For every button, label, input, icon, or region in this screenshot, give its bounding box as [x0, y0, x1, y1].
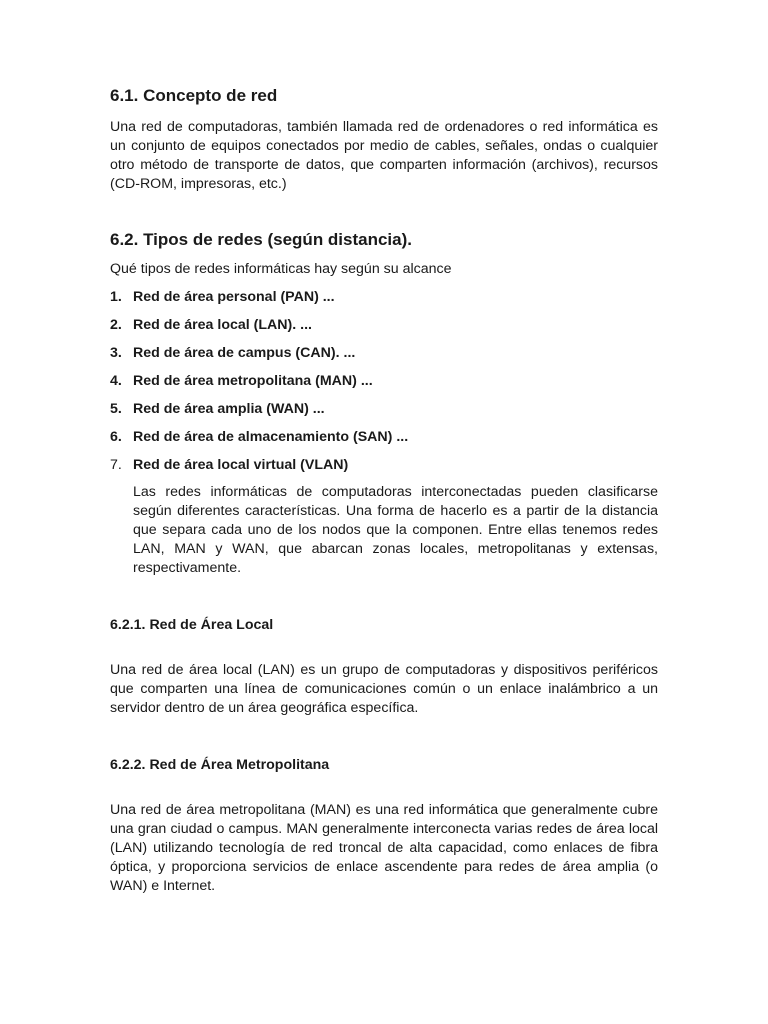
list-item: [110, 344, 658, 372]
document-page: [110, 84, 658, 896]
section-6-2-2-body: Una red de área metropolitana (MAN) es una red informática que generalmente cubre una gran ciudad o campus. MAN generalmente interconecta varias redes de área local (LAN) utilizando tecnología de red troncal de alta capacidad, como enlaces de fibra óptica, y proporciona servicios de enlace ascendente para redes de área amplia (o WAN) e Internet.: [110, 802, 658, 894]
list-item-number: 2.: [110, 317, 122, 333]
section-6-2-heading: 6.2. Tipos de redes (según distancia).: [110, 230, 412, 249]
list-item-label: Red de área amplia (WAN) ...: [133, 401, 325, 417]
section-6-2-body: Las redes informáticas de computadoras interconectadas pueden clasificarse según diferentes características. Una forma de hacerlo es a partir de la distancia que separa cada uno de los nodos que la componen. Entre ellas tenemos redes LAN, MAN y WAN, que abarcan zonas locales, metropolitanas y extensas, respectivamente.: [133, 484, 658, 576]
list-item: [110, 456, 658, 484]
section-6-1-body: Una red de computadoras, también llamada red de ordenadores o red informática es un conjunto de equipos conectados por medio de cables, señales, ondas o cualquier otro método de transporte de datos, que comparten información (archivos), recursos (CD-ROM, impresoras, etc.): [110, 119, 658, 192]
list-item-number: 6.: [110, 429, 122, 445]
list-item: [110, 428, 658, 456]
list-item: [110, 372, 658, 400]
section-6-1-heading: 6.1. Concepto de red: [110, 86, 278, 105]
list-item-number: 4.: [110, 373, 122, 389]
list-item-label: Red de área de campus (CAN). ...: [133, 345, 356, 361]
section-6-2-intro: Qué tipos de redes informáticas hay según su alcance: [110, 261, 452, 277]
list-item-label: Red de área de almacenamiento (SAN) ...: [133, 429, 409, 445]
list-item-number: 3.: [110, 345, 122, 361]
list-item-number: 7.: [110, 457, 122, 473]
list-item-label: Red de área metropolitana (MAN) ...: [133, 373, 373, 389]
section-6-2-1-heading: 6.2.1. Red de Área Local: [110, 617, 274, 633]
list-item-number: 5.: [110, 401, 122, 417]
list-item-label: Red de área personal (PAN) ...: [133, 289, 335, 305]
list-item: [110, 316, 658, 344]
list-item-number: 1.: [110, 289, 122, 305]
section-6-2-1-body: Una red de área local (LAN) es un grupo de computadoras y dispositivos periféricos que comparten una línea de comunicaciones común o un enlace inalámbrico a un servidor dentro de un área geográfica específica.: [110, 662, 658, 716]
section-6-2-2-heading: 6.2.2. Red de Área Metropolitana: [110, 757, 330, 773]
list-item-label: Red de área local (LAN). ...: [133, 317, 312, 333]
list-item: [110, 400, 658, 428]
list-item: [110, 288, 658, 316]
network-types-list: [110, 288, 658, 484]
list-item-label: Red de área local virtual (VLAN): [133, 457, 349, 473]
